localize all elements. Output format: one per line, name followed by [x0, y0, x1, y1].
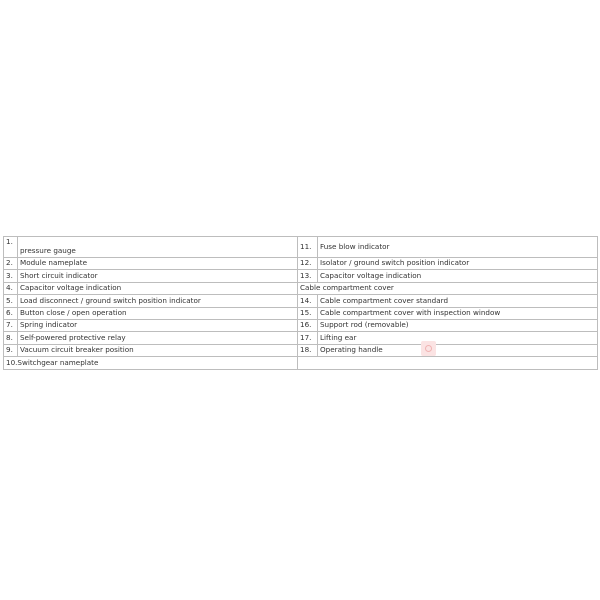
table-row: [4, 295, 598, 307]
item-label-merged: Cable compartment cover: [298, 282, 598, 294]
component-legend-table: [3, 236, 598, 370]
item-number: 14.: [298, 295, 318, 307]
table-row: [4, 258, 598, 270]
item-number: 11.: [298, 237, 318, 258]
item-number: 8.: [4, 332, 18, 344]
item-label: Capacitor voltage indication: [18, 282, 298, 294]
item-label: Spring indicator: [18, 319, 298, 331]
item-label: Fuse blow indicator: [318, 237, 598, 258]
item-number: 16.: [298, 319, 318, 331]
item-number: 13.: [298, 270, 318, 282]
table-row: [4, 344, 598, 356]
watermark-icon: [421, 341, 436, 356]
item-label: Load disconnect / ground switch position indicator: [18, 295, 298, 307]
item-label: Module nameplate: [18, 258, 298, 270]
item-number: 3.: [4, 270, 18, 282]
item-label: Operating handle: [318, 344, 598, 356]
item-number: 15.: [298, 307, 318, 319]
item-number: 2.: [4, 258, 18, 270]
table-row: [4, 357, 598, 369]
item-label: Vacuum circuit breaker position: [18, 344, 298, 356]
item-label: Cable compartment cover with inspection window: [318, 307, 598, 319]
item-label: Self-powered protective relay: [18, 332, 298, 344]
item-label: Lifting ear: [318, 332, 598, 344]
item-label: Isolator / ground switch position indicator: [318, 258, 598, 270]
item-label: Support rod (removable): [318, 319, 598, 331]
item-label: Capacitor voltage indication: [318, 270, 598, 282]
item-number: 6.: [4, 307, 18, 319]
table-row: [4, 282, 598, 294]
item-label: pressure gauge: [18, 237, 298, 258]
table-row: [4, 307, 598, 319]
item-label-merged: 10.Switchgear nameplate: [4, 357, 298, 369]
empty-cell: [298, 357, 598, 369]
table-row: [4, 319, 598, 331]
item-label: Button close / open operation: [18, 307, 298, 319]
item-number: 17.: [298, 332, 318, 344]
item-number: 1.: [4, 237, 18, 258]
item-label: Short circuit indicator: [18, 270, 298, 282]
table-row: [4, 237, 598, 258]
table-row: [4, 270, 598, 282]
item-number: 7.: [4, 319, 18, 331]
table-row: [4, 332, 598, 344]
item-label: Cable compartment cover standard: [318, 295, 598, 307]
item-number: 4.: [4, 282, 18, 294]
item-number: 12.: [298, 258, 318, 270]
item-number: 5.: [4, 295, 18, 307]
item-number: 9.: [4, 344, 18, 356]
item-number: 18.: [298, 344, 318, 356]
